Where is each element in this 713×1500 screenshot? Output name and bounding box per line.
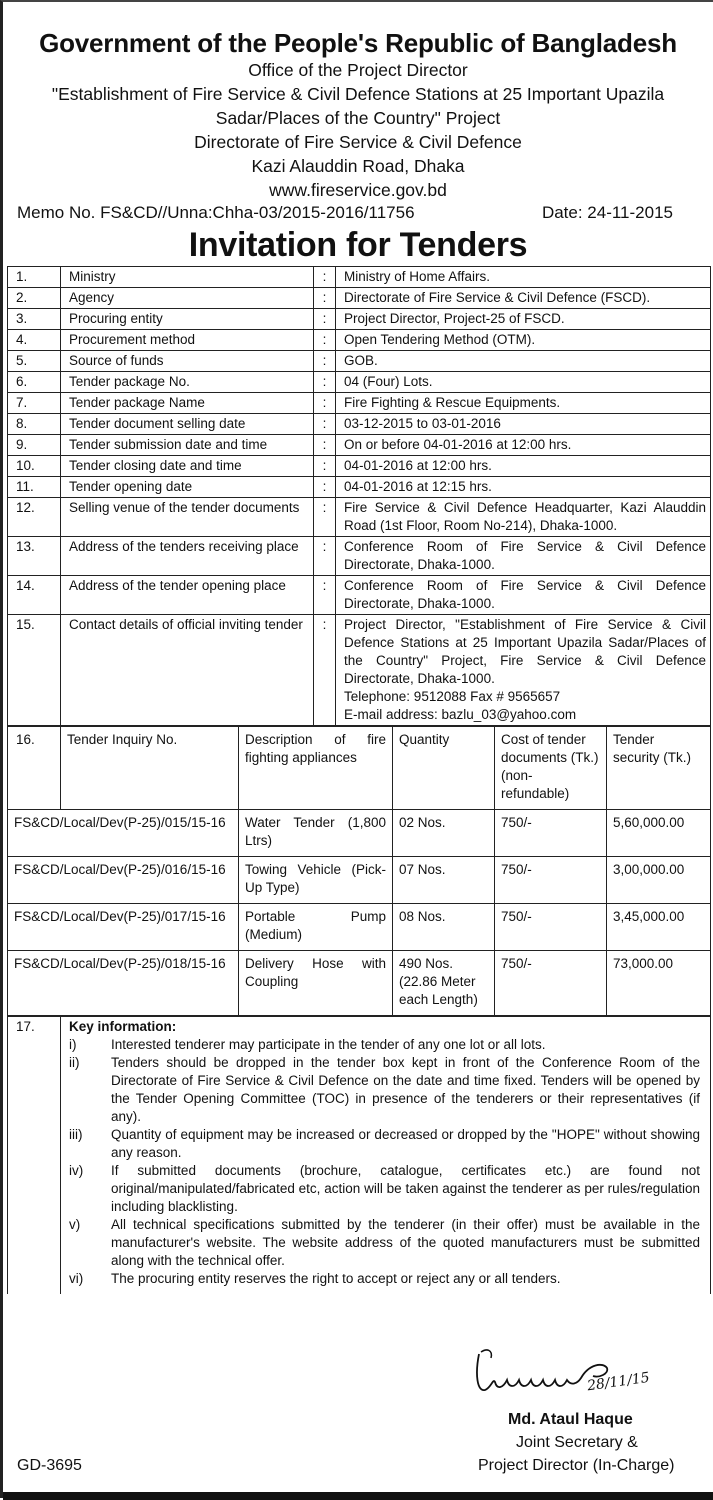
- key-info-item: [69, 1126, 700, 1162]
- row-separator: :: [314, 498, 336, 537]
- lot-row: [8, 810, 711, 857]
- lot-cost: 750/-: [495, 904, 607, 951]
- row-number: 10.: [8, 456, 61, 477]
- lot-inquiry: FS&CD/Local/Dev(P-25)/015/15-16: [8, 810, 239, 857]
- row-separator: :: [314, 309, 336, 330]
- lot-cost: 750/-: [495, 857, 607, 904]
- lot-cost: 750/-: [495, 810, 607, 857]
- row-value: Directorate of Fire Service & Civil Defence (FSCD).: [336, 288, 711, 309]
- detail-row: [8, 309, 711, 330]
- row-separator: :: [314, 537, 336, 576]
- row-number: 7.: [8, 393, 61, 414]
- row-number: 4.: [8, 330, 61, 351]
- gd-number: GD-3695: [17, 1457, 82, 1474]
- detail-row: [8, 393, 711, 414]
- letterhead: [3, 2, 713, 202]
- row-number: 14.: [8, 576, 61, 615]
- project-line-2: Sadar/Places of the Country" Project: [215, 108, 501, 128]
- contact-email: E-mail address: bazlu_03@yahoo.com: [344, 707, 577, 722]
- row-value: Fire Service & Civil Defence Headquarter, Kazi Alauddin Road (1st Floor, Room No-214), Dhaka-1000.: [336, 498, 711, 537]
- lot-security: 5,60,000.00: [607, 810, 711, 857]
- memo-date: Date: 24-11-2015: [541, 203, 673, 222]
- header-quantity: Quantity: [393, 727, 495, 810]
- row-number: 5.: [8, 351, 61, 372]
- row-value: Ministry of Home Affairs.: [336, 267, 711, 288]
- lot-inquiry: FS&CD/Local/Dev(P-25)/016/15-16: [8, 857, 239, 904]
- key-info-content: [61, 1017, 711, 1295]
- row-label: Contact details of official inviting tender: [61, 615, 314, 726]
- row-separator: :: [314, 456, 336, 477]
- lots-table: [7, 726, 711, 1016]
- lot-security: 3,00,000.00: [607, 857, 711, 904]
- key-info-item: [69, 1036, 700, 1054]
- lot-quantity: 07 Nos.: [393, 857, 495, 904]
- row-label: Tender package No.: [61, 372, 314, 393]
- signatory-designation-1: Joint Secretary &: [516, 1434, 638, 1451]
- lot-inquiry: FS&CD/Local/Dev(P-25)/017/15-16: [8, 904, 239, 951]
- contact-address: Project Director, "Establishment of Fire Service & Civil Defence Stations at 25 Important Upazila Sadar/Places of the Country" Project, Fire Service & Civil Defence Directorate, Dhaka-1000.: [344, 617, 706, 686]
- row-label: Address of the tender opening place: [61, 576, 314, 615]
- key-info-item-number: i): [69, 1037, 77, 1052]
- lot-security: 73,000.00: [607, 951, 711, 1016]
- key-info-item-number: vi): [69, 1271, 84, 1286]
- row-label: Tender package Name: [61, 393, 314, 414]
- row-number: 13.: [8, 537, 61, 576]
- key-info-item-text: Quantity of equipment may be increased or decreased or dropped by the "HOPE" without showing any reason.: [111, 1127, 700, 1160]
- directorate-line: Directorate of Fire Service & Civil Defence: [194, 132, 522, 152]
- key-info-item-text: All technical specifications submitted by the tenderer (in their offer) must be available in the manufacturer's website. The website address of the quoted manufacturers must be submitted along with the technical offer.: [111, 1217, 700, 1268]
- row-separator: :: [314, 267, 336, 288]
- page-title: Invitation for Tenders: [188, 226, 528, 264]
- lot-cost: 750/-: [495, 951, 607, 1016]
- key-info-item-text: If submitted documents (brochure, catalogue, certificates etc.) are found not original/manipulated/fabricated etc, action will be taken against the tenderer as per rules/regulation including blacklisting.: [111, 1163, 700, 1214]
- detail-row-contact: [8, 615, 711, 726]
- header-inquiry: Tender Inquiry No.: [61, 727, 239, 810]
- row-label: Tender closing date and time: [61, 456, 314, 477]
- key-info-item-number: v): [69, 1217, 81, 1232]
- detail-row: [8, 288, 711, 309]
- key-info-item: [69, 1054, 700, 1126]
- key-info-item: [69, 1216, 700, 1270]
- row-separator: :: [314, 372, 336, 393]
- row-label: Selling venue of the tender documents: [61, 498, 314, 537]
- lot-description: Portable Pump (Medium): [239, 904, 393, 951]
- lot-row: [8, 904, 711, 951]
- row-separator: :: [314, 414, 336, 435]
- address-line: Kazi Alauddin Road, Dhaka: [251, 156, 465, 176]
- row-label: Ministry: [61, 267, 314, 288]
- key-info-title: Key information:: [69, 1019, 177, 1034]
- government-title: Government of the People's Republic of Bangladesh: [39, 28, 677, 58]
- lot-security: 3,45,000.00: [607, 904, 711, 951]
- office-line: Office of the Project Director: [248, 60, 468, 80]
- key-info-item-text: The procuring entity reserves the right to accept or reject any or all tenders.: [111, 1271, 561, 1286]
- row-value: 04-01-2016 at 12:15 hrs.: [336, 477, 711, 498]
- row-number: 15.: [8, 615, 61, 726]
- lot-row: [8, 857, 711, 904]
- detail-row: [8, 330, 711, 351]
- row-separator: :: [314, 477, 336, 498]
- signatory-designation-2: Project Director (In-Charge): [478, 1457, 675, 1474]
- row-label: Procurement method: [61, 330, 314, 351]
- header-description: Description of fire fighting appliances: [239, 727, 393, 810]
- row-separator: :: [314, 393, 336, 414]
- footer: [3, 1344, 713, 1500]
- memo-number: Memo No. FS&CD//Unna:Chha-03/2015-2016/11756: [17, 203, 415, 222]
- key-info-table: [7, 1016, 711, 1294]
- row-separator: :: [314, 351, 336, 372]
- lot-row: [8, 951, 711, 1016]
- row-label: Address of the tenders receiving place: [61, 537, 314, 576]
- header-security: Tender security (Tk.): [607, 727, 711, 810]
- row-separator: :: [314, 615, 336, 726]
- detail-row: [8, 498, 711, 537]
- key-info-row: [8, 1017, 711, 1295]
- key-info-item-number: iv): [69, 1163, 84, 1178]
- row-separator: :: [314, 435, 336, 456]
- row-value: 04 (Four) Lots.: [336, 372, 711, 393]
- lot-quantity: 08 Nos.: [393, 904, 495, 951]
- detail-row: [8, 576, 711, 615]
- header-cost: Cost of tender documents (Tk.) (non-refundable): [495, 727, 607, 810]
- row-value: On or before 04-01-2016 at 12:00 hrs.: [336, 435, 711, 456]
- key-info-item-number: iii): [69, 1127, 83, 1142]
- lot-quantity: 02 Nos.: [393, 810, 495, 857]
- contact-telephone: Telephone: 9512088 Fax # 9565657: [344, 689, 561, 704]
- detail-row: [8, 414, 711, 435]
- row-label: Tender submission date and time: [61, 435, 314, 456]
- row-number: 11.: [8, 477, 61, 498]
- row-separator: :: [314, 288, 336, 309]
- row-value: Open Tendering Method (OTM).: [336, 330, 711, 351]
- row-label: Source of funds: [61, 351, 314, 372]
- memo-row: [3, 203, 713, 223]
- lot-description: Water Tender (1,800 Ltrs): [239, 810, 393, 857]
- row-label: Tender opening date: [61, 477, 314, 498]
- lots-row-number: 16.: [8, 727, 61, 810]
- details-table: [7, 266, 711, 726]
- lots-header-row: [8, 727, 711, 810]
- row-value: [336, 615, 711, 726]
- detail-row: [8, 435, 711, 456]
- detail-row: [8, 537, 711, 576]
- row-number: 9.: [8, 435, 61, 456]
- row-label: Procuring entity: [61, 309, 314, 330]
- detail-row: [8, 267, 711, 288]
- row-separator: :: [314, 330, 336, 351]
- row-value: Conference Room of Fire Service & Civil Defence Directorate, Dhaka-1000.: [336, 576, 711, 615]
- project-line-1: "Establishment of Fire Service & Civil Defence Stations at 25 Important Upazila: [51, 84, 665, 104]
- detail-row: [8, 351, 711, 372]
- row-value: GOB.: [336, 351, 711, 372]
- row-number: 2.: [8, 288, 61, 309]
- row-value: Fire Fighting & Rescue Equipments.: [336, 393, 711, 414]
- row-separator: :: [314, 576, 336, 615]
- website-line: www.fireservice.gov.bd: [269, 180, 447, 200]
- key-info-item-text: Tenders should be dropped in the tender box kept in front of the Conference Room of the Directorate of Fire Service & Civil Defence on the date and time fixed. Tenders will be opened by the Tender Opening Committee (TOC) in presence of the tenderers or their representatives (if any).: [111, 1055, 700, 1124]
- row-label: Tender document selling date: [61, 414, 314, 435]
- lot-description: Delivery Hose with Coupling: [239, 951, 393, 1016]
- key-info-item: [69, 1270, 700, 1288]
- lot-description: Towing Vehicle (Pick-Up Type): [239, 857, 393, 904]
- signature-date: 28/11/15: [586, 1369, 651, 1395]
- row-number: 6.: [8, 372, 61, 393]
- row-number: 1.: [8, 267, 61, 288]
- row-value: 03-12-2015 to 03-01-2016: [336, 414, 711, 435]
- signatory-name: Md. Ataul Haque: [508, 1411, 633, 1428]
- key-info-item-number: ii): [69, 1055, 80, 1070]
- row-number: 8.: [8, 414, 61, 435]
- row-value: Project Director, Project-25 of FSCD.: [336, 309, 711, 330]
- key-info-item: [69, 1162, 700, 1216]
- row-number: 12.: [8, 498, 61, 537]
- detail-row: [8, 477, 711, 498]
- signature: [473, 1344, 673, 1419]
- row-number: 17.: [8, 1017, 61, 1295]
- key-info-item-text: Interested tenderer may participate in the tender of any one lot or all lots.: [111, 1037, 546, 1052]
- key-info-list: [69, 1036, 700, 1288]
- detail-row: [8, 456, 711, 477]
- row-number: 3.: [8, 309, 61, 330]
- bottom-border: [3, 1492, 713, 1500]
- detail-row: [8, 372, 711, 393]
- row-value: Conference Room of Fire Service & Civil Defence Directorate, Dhaka-1000.: [336, 537, 711, 576]
- lot-quantity: 490 Nos. (22.86 Meter each Length): [393, 951, 495, 1016]
- lot-inquiry: FS&CD/Local/Dev(P-25)/018/15-16: [8, 951, 239, 1016]
- row-label: Agency: [61, 288, 314, 309]
- row-value: 04-01-2016 at 12:00 hrs.: [336, 456, 711, 477]
